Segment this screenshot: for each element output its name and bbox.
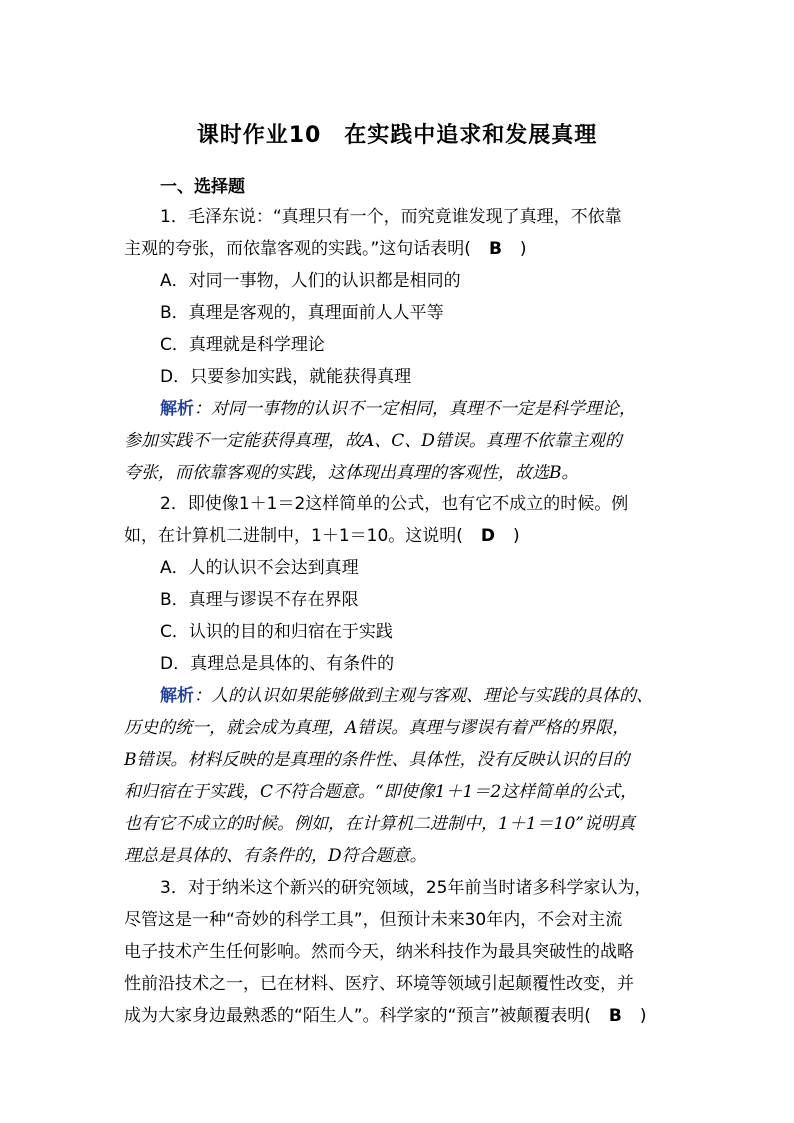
question-3-line-2: 尽管这是一种“奇妙的科学工具”，但预计未来30年内，不会对主流 xyxy=(124,910,623,930)
question-1-explanation-line-1 xyxy=(160,397,636,421)
question-1-line-1: 1．毛泽东说：“真理只有一个，而究竟谁发现了真理，不依靠 xyxy=(160,207,622,227)
question-1-option-b: B．真理是客观的，真理面前人人平等 xyxy=(160,303,444,323)
explanation-label: 解析 xyxy=(160,686,194,706)
explanation-label: 解析 xyxy=(160,399,194,419)
explanation-text: ：人的认识如果能够做到主观与客观、理论与实践的具体的、 xyxy=(194,686,653,706)
question-2-explanation-line-3: B错误。材料反映的是真理的条件性、具体性，没有反映认识的目的 xyxy=(124,750,630,770)
question-2-stem-end: 如，在计算机二进制中，1＋1＝10。这说明( xyxy=(124,526,463,546)
question-3-bracket-close: ) xyxy=(639,1006,647,1026)
question-1-stem-end: 主观的夸张，而依靠客观的实践。”这句话表明( xyxy=(124,239,471,259)
question-3-answer: B xyxy=(608,1006,622,1026)
question-1-option-c: C．真理就是科学理论 xyxy=(160,335,325,355)
question-1-explanation-line-3: 夸张，而依靠客观的实践，这体现出真理的客观性，故选B。 xyxy=(124,463,579,483)
question-1-explanation-line-2: 参加实践不一定能获得真理，故A、C、D错误。真理不依靠主观的 xyxy=(124,431,622,451)
question-3-line-1: 3．对于纳米这个新兴的研究领域，25年前当时诸多科学家认为， xyxy=(160,878,652,898)
question-1-bracket-close: ) xyxy=(519,239,527,259)
section-heading: 一、选择题 xyxy=(160,177,245,197)
question-1-answer: B xyxy=(488,239,502,259)
question-2-line-1: 2．即使像1＋1＝2这样简单的公式，也有它不成立的时候。例 xyxy=(160,494,629,514)
question-2-line-2 xyxy=(124,524,520,548)
question-2-option-d: D．真理总是具体的、有条件的 xyxy=(160,654,395,674)
question-2-option-a: A．人的认识不会达到真理 xyxy=(160,558,359,578)
question-2-answer: D xyxy=(480,526,496,546)
question-3-line-5 xyxy=(124,1004,646,1028)
explanation-text: ：对同一事物的认识不一定相同，真理不一定是科学理论， xyxy=(194,399,636,419)
question-3-line-4: 性前沿技术之一，已在材料、医疗、环境等领域引起颠覆性改变，并 xyxy=(124,974,634,994)
question-2-explanation-line-6: 理总是具体的、有条件的，D符合题意。 xyxy=(124,846,427,866)
question-1-option-a: A．对同一事物，人们的认识都是相同的 xyxy=(160,271,461,291)
question-2-explanation-line-2: 历史的统一，就会成为真理，A错误。真理与谬误有着严格的界限， xyxy=(124,718,630,738)
question-2-option-b: B．真理与谬误不存在界限 xyxy=(160,590,359,610)
question-3-stem-end: 成为大家身边最熟悉的“陌生人”。科学家的“预言”被颠覆表明( xyxy=(124,1006,591,1026)
question-1-option-d: D．只要参加实践，就能获得真理 xyxy=(160,367,412,387)
question-2-explanation-line-4: 和归宿在于实践，C不符合题意。“即使像1＋1＝2这样简单的公式， xyxy=(124,782,638,802)
question-2-bracket-close: ) xyxy=(513,526,520,546)
question-2-explanation-line-1 xyxy=(160,684,653,708)
page-title: 课时作业10 在实践中追求和发展真理 xyxy=(196,123,598,148)
question-2-explanation-line-5: 也有它不成立的时候。例如，在计算机二进制中，1＋1＝10”说明真 xyxy=(124,814,635,834)
question-2-option-c: C．认识的目的和归宿在于实践 xyxy=(160,622,393,642)
question-1-line-2 xyxy=(124,237,527,261)
question-3-line-3: 电子技术产生任何影响。然而今天，纳米科技作为最具突破性的战略 xyxy=(124,942,634,962)
